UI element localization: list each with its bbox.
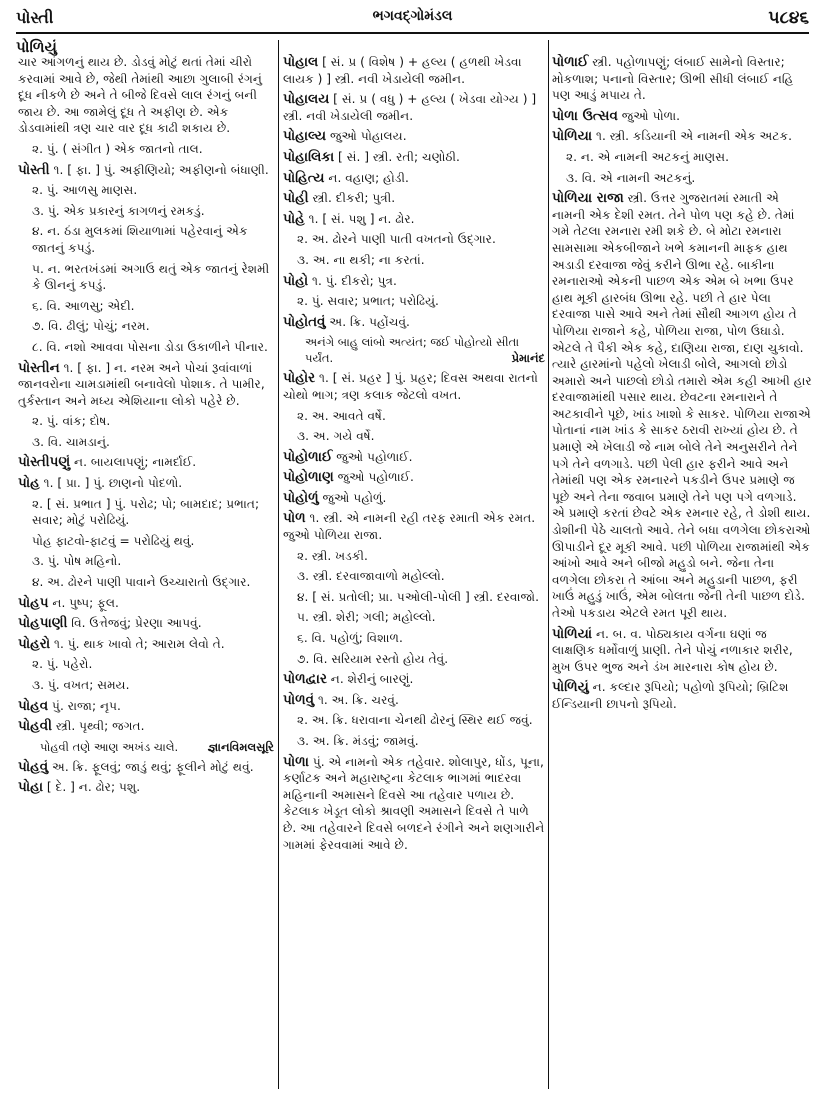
sense-line xyxy=(283,568,545,585)
definition-text: ૧. [ પ્રા. ] પું. છાણનો પોદળો. xyxy=(39,476,183,491)
definition-text: ૨. ન. એ નામની અટકનું માણસ. xyxy=(566,149,730,164)
definition-text: ૮. વિ. નશો આવવા પોસના ડોડા ઉકાળીને પીનાર. xyxy=(32,339,268,354)
citation-quote xyxy=(283,334,545,366)
sense-line xyxy=(283,609,545,626)
definition-text: ૫. સ્ત્રી. શેરી; ગલી; મહોલ્લો. xyxy=(297,610,436,625)
dictionary-entry xyxy=(552,626,812,676)
dictionary-entry xyxy=(283,449,545,466)
definition-text: ૬. વિ. આળસુ; એદી. xyxy=(32,298,135,313)
definition-text: ૨. [ સં. પ્રભાત ] પું. પરોઢ; પો; બામદાદ; પ્રભાત; સવાર; મોટું પરોઢિયું. xyxy=(32,496,260,528)
definition-text: જુઓ પહોળાઈ. xyxy=(332,449,413,464)
definition-text: ૩. પું. એક પ્રકારનું કાગળનું રમકડું. xyxy=(32,203,205,218)
dictionary-entry xyxy=(18,162,274,179)
definition-text: ન. પુષ્પ; ફૂલ. xyxy=(48,595,119,610)
definition-text: પું. એ નામનો એક તહેવાર. શોલાપુર, ધોંડ, પૂના, કર્ણાટક અને મહારાષ્ટ્રના કેટલાક ભાગમાં ભાદરવા મહિનાની અમાસને દિવસે આ તહેવાર પળાય છે. કેટલાક ખેડૂત લોકો શ્રાવણી અમાસને દિવસે તે પાળે છે. આ તહેવારને દિવસે બળદને રંગીને અને શણગારીને ગામમાં ફેરવવામાં આવે છે. xyxy=(283,754,545,852)
definition-text: ૧. [ સં. પશુ ] ન. ઢોર. xyxy=(304,211,415,226)
dictionary-entry xyxy=(552,54,812,104)
definition-text: ૨. પું. પહેરો. xyxy=(32,657,93,672)
definition-text: ચાર આંગળનું થાય છે. ડોડવું મોટું થતાં તેમાં ચીરો કરવામાં આવે છે, જેથી તેમાંથી આછા ગુલાબી રંગનું દૂધ નીકળે છે અને તે બીજે દિવસે લાલ રંગનું બની જાય છે. આ જામેલું દૂધ તે અફીણ છે. એક ડોડવામાંથી ત્રણ ચાર વાર દૂધ કાઢી શકાય છે. xyxy=(18,55,263,136)
definition-text: સ્ત્રી. ઉત્તર ગુજરાતમાં રમાતી એ નામની એક દેશી રમત. તેને પોળ પણ કહે છે. તેમાં ગમે તેટલા રમનારા રમી શકે છે. બે મોટા રમનારા સામસામા એકબીજાને ખભે કમાનની માફક હાથ અડાડી દરવાજા જેવું કરીને ઊભા રહે. બાકીના રમનારાઓ એકની પાછળ એક એમ બે ખભા ઉપર હાથ મૂકી હારબંધ ઊભા રહે. પછી તે હાર પેલા દરવાજા પાસે આવે અને તેમાં સૌથી આગળ હોય તે પોળિયા રાજાને કહે, પોળિયા રાજા, પોળ ઉઘાડો. એટલે તે પૈકી એક કહે, દાણિયા રાજા, દાણ ચુકાવો. ત્યારે હારમાંનો પહેલો ખેલાડી બોલે, આગલો છોડો અમારો અને પાછલો છોડો તમારો એમ કહી આખી હાર દરવાજામાંથી પસાર થાય. છેવટના રમનારાને તે અટકાવીને પૂછે, ખાંડ ખાશો કે સાકર. પોળિયા રાજાએ પોતાનાં નામ ખાંડ કે સાકર ઠરાવી રાખ્યાં હોય છે. તે પ્રમાણે એ ખેલાડી જે નામ બોલે તેને અનુસરીને તેને પગે તેને વળગાડે. પછી પેલી હાર ફરીને આવે અને તેમાંથી પણ એક રમનારને પકડીને ઉપર પ્રમાણે જ પૂછે અને તેના જવાબ પ્રમાણે તેને પણ પગે વળગાડે. એ પ્રમાણે કરતાં છેવટે એક રમનાર રહે, તે ડોશી થાય. ડોશીની પેઠે ચાલતો આવે. તેને બધા વળગેલા છોકરાઓ ઊપાડીને દૂર મૂકી આવે. પછી પોળિયા રાજામાંથી એક આંખો આવે અને બીજો મહુડો બને. જેના તેના વળગેલા છોકરા તે આંબા અને મહુડાની પાછળ, ફરી ખાઉં મહુડું ખાઉં, એમ બોલતા જેની તેની પાછળ દોડે. તેઓ પકડાય એટલે રમત પૂરી થાય. xyxy=(552,191,812,620)
sense-line xyxy=(18,413,274,430)
headword: પોહાલય xyxy=(283,91,330,108)
quote-text: પોહવી તણે આણ અખંડ ચાલે. xyxy=(40,739,179,754)
dictionary-entry xyxy=(18,360,274,410)
sense-line xyxy=(18,261,274,294)
headword: પોળદ્વાર xyxy=(283,671,327,688)
sense-line xyxy=(18,339,274,356)
headword: પોહોળાઈ xyxy=(283,448,333,465)
sense-line xyxy=(283,408,545,425)
definition-text: ન. કલ્દાર રૂપિયો; પહોળો રૂપિયો; બ્રિટિશ ઈન્ડિયાની છાપનો રૂપિયો. xyxy=(552,680,789,711)
dictionary-entry xyxy=(283,671,545,688)
headword: પોહોતવું xyxy=(283,313,326,330)
definition-text: અ. ક્રિ. ફૂલવું; જાડું થવું; ફૂલીને મોટું થવું. xyxy=(48,759,254,774)
definition-text: [ સં. પ્ર ( વધુ ) + હલ્ય ( ખેડવા યોગ્ય ) ] સ્ત્રી. નવી ખેડાયેલી જમીન. xyxy=(283,92,537,123)
headword: પોસ્તી xyxy=(18,161,50,178)
sense-line xyxy=(18,298,274,315)
definition-text: પોહ ફાટવો-ફાટવું = પરોઢિયું થવું. xyxy=(32,533,195,548)
dictionary-entry xyxy=(283,170,545,187)
dictionary-entry xyxy=(283,469,545,486)
sense-line xyxy=(283,428,545,445)
definition-text: ૧. સ્ત્રી. એ નામની રહી તરફ રમાતી એક રમત. જુઓ પોળિયા રાજા. xyxy=(283,511,536,543)
headword: પોહાલ xyxy=(283,54,319,70)
sense-line xyxy=(18,203,274,220)
dictionary-entry xyxy=(283,149,545,166)
definition-text: સ્ત્રી. પહોળાપણું; લંબાઈ સામેનો વિસ્તાર; મોકળાશ; પનાનો વિસ્તાર; ઊભી સીધી લંબાઈ નહિ પણ આડું મપાય તે. xyxy=(552,55,794,103)
definition-text: ૨. અ. ક્રિ. ધરાવાના ચેનથી ઢોરનું સ્થિર થઈ જવું. xyxy=(297,713,533,728)
dictionary-entry xyxy=(18,454,274,471)
headword: પોહ xyxy=(18,475,40,492)
sense-line xyxy=(283,733,545,750)
definition-text: ૪. અ. ઢોરને પાણી પાવાને ઉચ્ચારાતો ઉદ્ગાર. xyxy=(32,575,251,590)
sense-line xyxy=(18,656,274,673)
definition-text: ૩. અ. ગયે વર્ષે. xyxy=(297,429,375,444)
column-3 xyxy=(552,54,812,1091)
definition-text: જુઓ પોળા. xyxy=(617,108,680,123)
headword: પોહવી xyxy=(18,718,53,735)
dictionary-entry xyxy=(18,636,274,653)
definition-text: જુઓ પહોળાઈ. xyxy=(333,470,414,485)
dictionary-entry xyxy=(283,273,545,290)
definition-text: [ સં. પ્ર ( વિશેષ ) + હલ્ય ( હળથી ખેડવા લાયક ) ] સ્ત્રી. નવી ખેડાયેલી જમીન. xyxy=(283,55,522,86)
headword: પોહાલ્ય xyxy=(283,128,327,145)
dictionary-entry xyxy=(552,108,812,125)
definition-text: ૧. પું. દીકરો; પુત્ર. xyxy=(308,273,397,288)
header-rule xyxy=(16,32,809,34)
sense-line xyxy=(283,293,545,310)
headword: પોળા xyxy=(283,753,309,770)
sense-line xyxy=(283,231,545,248)
definition-text: ૨. પું. વાંક; દોષ. xyxy=(32,414,111,429)
definition-text: ૭. વિ. સરિયામ રસ્તો હોય તેવું. xyxy=(297,651,449,666)
headword: પોહપ xyxy=(18,594,49,611)
headword: પોહો xyxy=(283,272,309,289)
definition-text: ૩. અ. ક્રિ. મંડવું; જામવું. xyxy=(297,734,419,748)
definition-text: ૩. પું. પોષ મહિનો. xyxy=(32,554,122,569)
headword: પોહપાણી xyxy=(18,615,68,632)
page-header xyxy=(16,4,809,34)
sense-line xyxy=(552,170,812,187)
headword: પોહા xyxy=(18,779,44,796)
sense-line xyxy=(18,54,274,137)
sense-line xyxy=(283,712,545,729)
definition-text: ૨. સ્ત્રી. ખડકી. xyxy=(297,548,368,563)
sense-line xyxy=(283,651,545,668)
definition-text: ૨. પું. આળસુ માણસ. xyxy=(32,183,138,198)
dictionary-entry xyxy=(552,679,812,712)
quote-author: જ્ઞાનવિમલસૂરિ xyxy=(207,739,274,754)
sense-line xyxy=(18,677,274,694)
definition-text: ૩. સ્ત્રી. દરવાજાવાળો મહોલ્લો. xyxy=(297,569,445,584)
dictionary-entry xyxy=(18,779,274,796)
definition-text: ૨. અ. ઢોરને પાણી પાતી વખતનો ઉદ્ગાર. xyxy=(297,232,496,247)
definition-text: જુઓ પોહાલય. xyxy=(326,129,407,144)
dictionary-entry xyxy=(18,698,274,715)
headword: પોહિત્ય xyxy=(283,169,325,186)
headword: પોળ xyxy=(283,510,306,527)
definition-text: ૪. [ સં. પ્રતોલી; પ્રા. પઓલી-પોલી ] સ્ત્રી. દરવાજો. xyxy=(297,589,539,604)
dictionary-entry xyxy=(283,692,545,709)
column-divider xyxy=(548,40,549,1089)
definition-text: ૧. સ્ત્રી. કડિયાની એ નામની એક અટક. xyxy=(592,129,792,144)
header-book-title: ભગવદ્ગોમંડલ xyxy=(372,8,453,24)
definition-text: સ્ત્રી. દીકરી; પુત્રી. xyxy=(308,191,396,206)
headword: પોહોળું xyxy=(283,489,319,506)
headword: પોળિયા xyxy=(552,128,593,145)
dictionary-entry xyxy=(18,475,274,492)
sense-line xyxy=(18,434,274,451)
headword: પોસ્તીપણું xyxy=(18,454,71,471)
dictionary-entry xyxy=(283,128,545,145)
dictionary-entry xyxy=(283,54,545,87)
column-divider xyxy=(278,40,279,1089)
definition-text: ૧. પું. થાક ખાવો તે; આરામ લેવો તે. xyxy=(50,636,225,651)
headword: પોહી xyxy=(283,190,309,207)
sense-line xyxy=(18,496,274,529)
dictionary-entry xyxy=(18,718,274,735)
definition-text: ૨. પું. ( સંગીત ) એક જાતનો તાલ. xyxy=(32,141,203,156)
definition-text: ૨. અ. આવતે વર્ષે. xyxy=(297,408,386,423)
definition-text: ૫. ન. ભરતખંડમાં અગાઉ થતું એક જાતનું રેશમી કે ઊનનું કપડું. xyxy=(32,261,270,293)
headword: પોહવું xyxy=(18,758,49,775)
headword: પોહાલિકા xyxy=(283,148,335,165)
definition-text: ૨. પું. સવાર; પ્રભાત; પરોઢિયું. xyxy=(297,294,439,309)
dictionary-entry xyxy=(552,128,812,145)
headword: પોળવું xyxy=(283,691,315,708)
definition-text: ૩. વિ. ચામડાનું. xyxy=(32,434,110,449)
dictionary-entry xyxy=(283,314,545,331)
sense-line xyxy=(18,182,274,199)
header-last-word: પોળિયું xyxy=(16,38,57,56)
dictionary-entry xyxy=(283,211,545,228)
headword: પોહોળાણ xyxy=(283,469,334,486)
definition-text: ૭. વિ. ઢીલું; પોચું; નરમ. xyxy=(32,319,150,334)
header-first-word: પોસ્તી xyxy=(16,8,54,27)
definition-text: ૧. [ સં. પ્રહર ] પું. પ્રહર; દિવસ અથવા રાતનો ચોથો ભાગ; ત્રણ કલાક જેટલો વખત. xyxy=(283,371,538,402)
headword: પોળા ઉત્સવ xyxy=(552,107,618,124)
definition-text: અ. ક્રિ. પહોંચવું. xyxy=(325,314,410,329)
sense-line xyxy=(283,548,545,565)
definition-text: જુઓ પહોળું. xyxy=(318,490,387,505)
sense-line xyxy=(18,574,274,591)
headword: પોહોર xyxy=(283,370,316,387)
definition-text: ૩. પું. વખત; સમય. xyxy=(32,678,130,692)
sense-line xyxy=(18,223,274,256)
dictionary-entry xyxy=(283,91,545,124)
citation-quote xyxy=(18,739,274,755)
sense-line xyxy=(18,533,274,550)
definition-text: ૩. અ. ના થકી; ના કરતાં. xyxy=(297,252,425,267)
definition-text: [ દે. ] ન. ઢોર; પશુ. xyxy=(43,780,141,795)
definition-text: ૬. વિ. પહોળું; વિશાળ. xyxy=(297,631,403,646)
sense-line xyxy=(18,318,274,335)
definition-text: વિ. ઉત્તેજવું; પ્રેરણા આપવું. xyxy=(67,616,202,631)
header-page-number: ૫૮૪૬ xyxy=(768,8,809,28)
column-1 xyxy=(18,54,274,1091)
definition-text: ન. બ. વ. પોઠ્યકાય વર્ગના ઘણાં જ લાક્ષણિક ધર્મોવાળું પ્રાણી. તેને પોચું નળાકાર શરીર, મુખ ઉપર ભુજ અને ડંખ મારનારા કોષ હોય છે. xyxy=(552,626,793,674)
dictionary-entry xyxy=(283,190,545,207)
headword: પોહે xyxy=(283,210,305,227)
definition-text: ન. બાયલાપણું; નામર્દાઈ. xyxy=(70,455,197,470)
dictionary-entry xyxy=(18,759,274,776)
dictionary-entry xyxy=(283,754,545,854)
sense-line xyxy=(18,553,274,570)
column-2 xyxy=(283,54,545,1091)
definition-text: ન. શેરીનું બારણું. xyxy=(326,672,414,687)
definition-text: ૩. વિ. એ નામની અટકનું. xyxy=(566,170,696,185)
sense-line xyxy=(552,149,812,166)
headword: પોહવ xyxy=(18,697,49,714)
definition-text: ૧. અ. ક્રિ. ચરવું. xyxy=(314,692,399,707)
dictionary-entry xyxy=(552,190,812,621)
headword: પોળિયું xyxy=(552,679,589,696)
headword: પોસ્તીન xyxy=(18,359,60,376)
definition-text: સ્ત્રી. પૃથ્વી; જગત. xyxy=(52,719,145,734)
sense-line xyxy=(283,589,545,606)
dictionary-entry xyxy=(18,595,274,612)
dictionary-entry xyxy=(18,615,274,632)
definition-text: [ સં. ] સ્ત્રી. રતી; ચણોઠી. xyxy=(334,149,460,164)
definition-text: પું. રાજા; નૃપ. xyxy=(48,698,121,713)
definition-text: ન. વહાણ; હોડી. xyxy=(324,170,409,185)
definition-text: ૧. [ ફા. ] પું. અફીણિયો; અફીણનો બંધાણી. xyxy=(49,162,269,177)
dictionary-entry xyxy=(283,370,545,403)
sense-line xyxy=(283,630,545,647)
dictionary-entry xyxy=(283,490,545,507)
quote-text: અનંગે બાહુ લાંબો અત્યંત; જઈ પોહોત્યો સીતા પર્યંત. xyxy=(305,335,520,366)
sense-line xyxy=(283,252,545,269)
headword: પોળિયાં xyxy=(552,625,593,642)
quote-author: પ્રેમાનંદ xyxy=(511,351,545,366)
headword: પોહરો xyxy=(18,635,51,652)
headword: પોળિયા રાજા xyxy=(552,190,624,207)
headword: પોળાઈ xyxy=(552,54,589,70)
dictionary-entry xyxy=(283,510,545,543)
definition-text: ૧. [ ફા. ] ન. નરમ અને પોચાં રૂવાંવાળાં જાનવરોના ચામડામાંથી બનાવેલો પોશાક. તે પામીર, તુર્કસ્તાન અને મધ્ય એશિયાના લોકો પહેરે છે. xyxy=(18,360,265,408)
definition-text: ૪. ન. ઠંડા મુલકમાં શિયાળામાં પહેરવાનું એક જાતનું કપડું. xyxy=(32,224,248,255)
sense-line xyxy=(18,141,274,158)
